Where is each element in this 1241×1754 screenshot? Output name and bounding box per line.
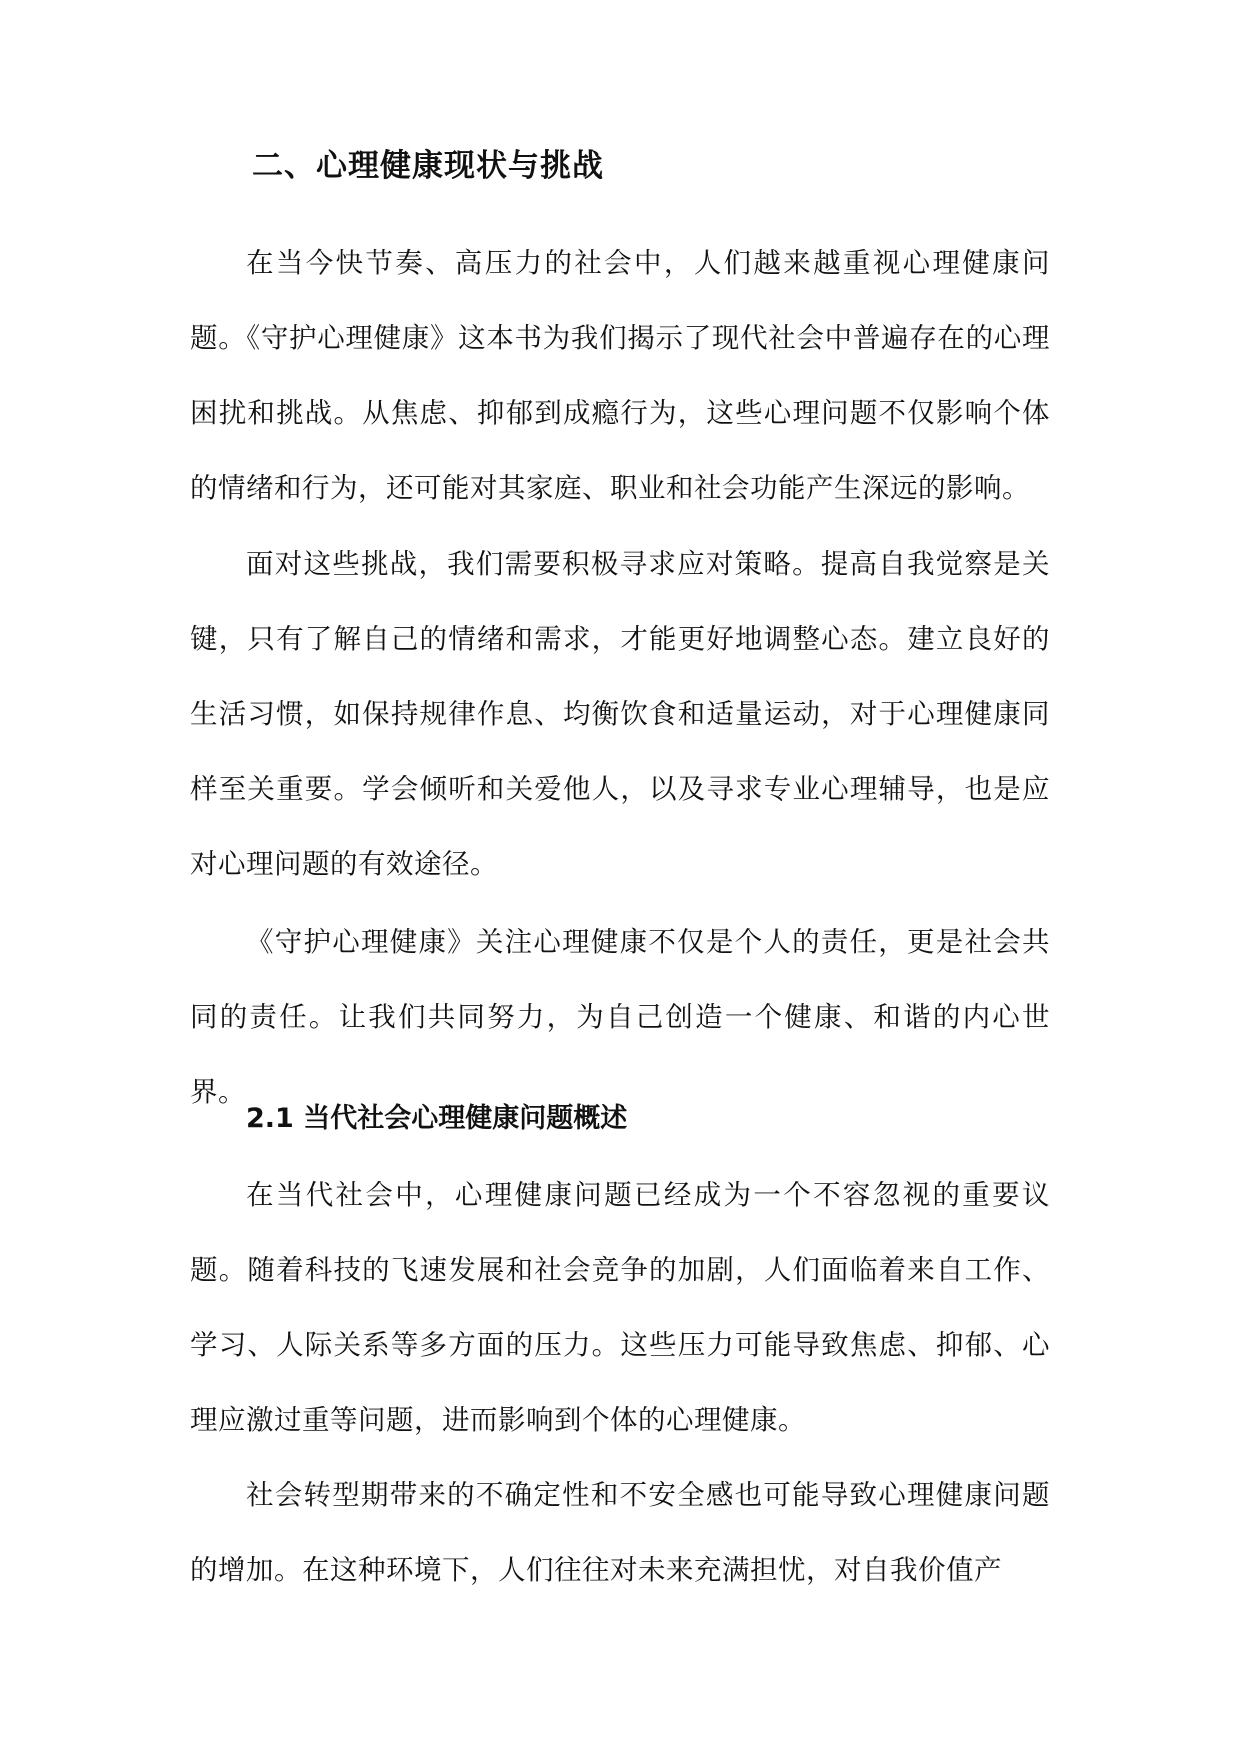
paragraph-5: 社会转型期带来的不确定性和不安全感也可能导致心理健康问题的增加。在这种环境下，人们往往对未来充满担忧，对自我价值产 — [190, 1479, 1050, 1586]
paragraph-3: 《守护心理健康》关注心理健康不仅是个人的责任，更是社会共同的责任。让我们共同努力，为自己创造一个健康、和谐的内心世界。 — [190, 926, 1050, 1108]
paragraph-4: 在当代社会中，心理健康问题已经成为一个不容忽视的重要议题。随着科技的飞速发展和社会竞争的加剧，人们面临着来自工作、学习、人际关系等多方面的压力。这些压力可能导致焦虑、抑郁、心理应激过重等问题，进而影响到个体的心理健康。 — [190, 1179, 1050, 1436]
section-heading: 二、心理健康现状与挑战 — [252, 148, 604, 184]
subsection-heading: 2.1 当代社会心理健康问题概述 — [246, 1103, 628, 1134]
paragraph-1: 在当今快节奏、高压力的社会中，人们越来越重视心理健康问题。《守护心理健康》这本书为我们揭示了现代社会中普遍存在的心理困扰和挑战。从焦虑、抑郁到成瘾行为，这些心理问题不仅影响个体的情绪和行为，还可能对其家庭、职业和社会功能产生深远的影响。 — [190, 247, 1050, 504]
paragraph-2: 面对这些挑战，我们需要积极寻求应对策略。提高自我觉察是关键，只有了解自己的情绪和需求，才能更好地调整心态。建立良好的生活习惯，如保持规律作息、均衡饮食和适量运动，对于心理健康同样至关重要。学会倾听和关爱他人，以及寻求专业心理辅导，也是应对心理问题的有效途径。 — [190, 548, 1050, 880]
